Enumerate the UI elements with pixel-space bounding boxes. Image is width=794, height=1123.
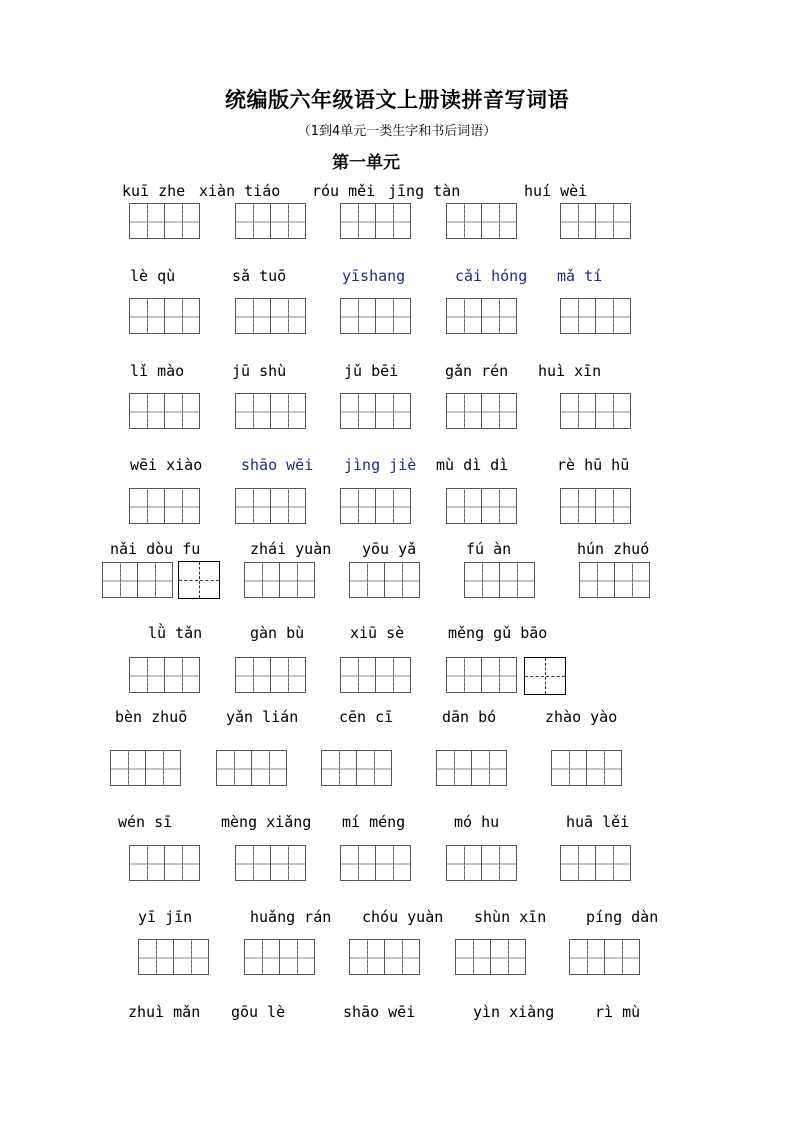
grid-cell [297, 939, 316, 975]
character-grid[interactable] [235, 657, 306, 693]
grid-cell [262, 939, 281, 975]
grid-cell [393, 393, 412, 429]
grid-cell [164, 845, 183, 881]
pinyin-label: xiàn tiáo [199, 182, 281, 200]
pinyin-label: kuī zhe [122, 182, 186, 200]
pinyin-label: rè hū hū [557, 456, 630, 474]
pinyin-label: lǐ mào [130, 362, 185, 380]
grid-cell [270, 393, 289, 429]
character-grid[interactable] [560, 298, 631, 334]
pinyin-label: gōu lè [231, 1003, 286, 1021]
character-grid[interactable] [446, 298, 517, 334]
grid-cell [270, 203, 289, 239]
grid-cell [464, 488, 483, 524]
pinyin-label: hún zhuó [577, 540, 650, 558]
grid-cell [147, 298, 166, 334]
character-grid[interactable] [235, 393, 306, 429]
character-grid[interactable] [464, 562, 535, 598]
pinyin-label: róu měi [312, 182, 376, 200]
character-grid[interactable] [129, 393, 200, 429]
grid-cell [595, 298, 614, 334]
pinyin-label: gàn bù [250, 624, 305, 642]
pinyin-label: cǎi hóng [455, 267, 528, 285]
character-grid[interactable] [446, 488, 517, 524]
grid-cell [560, 488, 579, 524]
pinyin-label: yīshang [342, 267, 406, 285]
grid-cell [358, 845, 377, 881]
grid-cell [569, 750, 588, 786]
grid-cell [481, 845, 500, 881]
pinyin-label: huí wèi [524, 182, 588, 200]
pinyin-label: nǎi dòu fu [110, 540, 201, 558]
grid-cell [340, 393, 359, 429]
pinyin-label: yī jīn [138, 908, 193, 926]
grid-cell [446, 657, 465, 693]
grid-cell [253, 203, 272, 239]
grid-cell [375, 488, 394, 524]
grid-cell [340, 488, 359, 524]
grid-cell [560, 845, 579, 881]
character-grid[interactable] [244, 562, 315, 598]
pinyin-label: sǎ tuō [232, 267, 287, 285]
grid-cell [156, 939, 175, 975]
grid-cell [147, 845, 166, 881]
grid-cell [595, 203, 614, 239]
grid-cell [455, 939, 474, 975]
grid-cell [595, 488, 614, 524]
grid-cell [499, 393, 518, 429]
grid-cell [288, 657, 307, 693]
grid-cell [182, 488, 201, 524]
grid-cell [297, 562, 316, 598]
grid-cell [288, 393, 307, 429]
character-grid[interactable] [110, 750, 181, 786]
pinyin-label: wén sī [118, 813, 173, 831]
grid-cell [138, 939, 157, 975]
grid-cell [614, 562, 633, 598]
grid-cell [578, 845, 597, 881]
pinyin-label: huì xīn [538, 362, 602, 380]
grid-cell [473, 939, 492, 975]
grid-cell [482, 562, 501, 598]
grid-cell [446, 845, 465, 881]
grid-cell [358, 203, 377, 239]
grid-cell [253, 393, 272, 429]
character-grid[interactable] [235, 845, 306, 881]
grid-cell [569, 939, 588, 975]
grid-cell [340, 657, 359, 693]
grid-cell [120, 562, 139, 598]
character-grid[interactable] [138, 939, 209, 975]
grid-cell [375, 203, 394, 239]
pinyin-label: rì mù [595, 1003, 641, 1021]
page-title: 统编版六年级语文上册读拼音写词语 [225, 87, 569, 112]
grid-cell [499, 298, 518, 334]
character-grid[interactable] [321, 750, 392, 786]
pinyin-label: měng gǔ bāo [448, 624, 548, 642]
character-grid[interactable] [216, 750, 287, 786]
grid-cell [358, 488, 377, 524]
character-grid[interactable] [244, 939, 315, 975]
grid-cell [234, 750, 253, 786]
grid-cell [446, 203, 465, 239]
grid-cell [481, 298, 500, 334]
grid-cell [147, 488, 166, 524]
grid-cell [622, 939, 641, 975]
character-grid[interactable] [579, 562, 650, 598]
character-grid[interactable] [436, 750, 507, 786]
grid-cell [402, 939, 421, 975]
grid-cell [235, 298, 254, 334]
grid-cell [110, 750, 129, 786]
grid-cell [587, 939, 606, 975]
grid-cell [358, 657, 377, 693]
character-grid[interactable] [235, 298, 306, 334]
grid-cell [235, 845, 254, 881]
grid-cell [164, 298, 183, 334]
grid-cell [499, 488, 518, 524]
grid-cell [145, 750, 164, 786]
grid-cell [288, 298, 307, 334]
grid-cell [499, 203, 518, 239]
grid-cell [481, 203, 500, 239]
character-grid[interactable] [340, 657, 411, 693]
unit-heading: 第一单元 [332, 153, 400, 173]
character-grid[interactable] [560, 203, 631, 239]
grid-cell [270, 488, 289, 524]
grid-cell [358, 393, 377, 429]
grid-cell [244, 562, 263, 598]
grid-cell [288, 488, 307, 524]
character-grid[interactable] [129, 203, 200, 239]
grid-cell [270, 845, 289, 881]
pinyin-label: shāo wēi [343, 1003, 416, 1021]
character-grid-box[interactable] [178, 561, 220, 599]
grid-cell [489, 750, 508, 786]
character-grid[interactable] [455, 939, 526, 975]
grid-cell [356, 750, 375, 786]
grid-cell [578, 488, 597, 524]
pinyin-label: huā lěi [566, 813, 630, 831]
character-grid[interactable] [446, 845, 517, 881]
grid-cell [604, 750, 623, 786]
grid-cell [402, 562, 421, 598]
pinyin-label: shùn xīn [474, 908, 547, 926]
pinyin-label: zhuì mǎn [128, 1003, 201, 1021]
pinyin-label: jīng tàn [388, 182, 461, 200]
grid-cell [251, 750, 270, 786]
grid-cell [471, 750, 490, 786]
grid-cell [216, 750, 235, 786]
grid-cell [270, 657, 289, 693]
grid-cell [253, 488, 272, 524]
grid-cell [339, 750, 358, 786]
grid-cell [490, 939, 509, 975]
grid-cell [173, 939, 192, 975]
grid-cell [262, 562, 281, 598]
grid-cell [288, 845, 307, 881]
grid-cell [253, 657, 272, 693]
grid-cell [147, 657, 166, 693]
grid-cell [481, 488, 500, 524]
character-grid[interactable] [349, 939, 420, 975]
pinyin-label: mèng xiǎng [221, 813, 312, 831]
character-grid[interactable] [560, 393, 631, 429]
grid-cell [182, 203, 201, 239]
grid-cell [321, 750, 340, 786]
pinyin-label: lǜ tǎn [148, 624, 203, 642]
grid-cell [129, 488, 148, 524]
pinyin-label: xiū sè [350, 624, 405, 642]
grid-cell [367, 562, 386, 598]
pinyin-label: mí méng [342, 813, 406, 831]
grid-cell [551, 750, 570, 786]
pinyin-label: mù dì dì [436, 456, 509, 474]
pinyin-label: zhào yào [545, 708, 618, 726]
grid-cell [375, 393, 394, 429]
grid-cell [164, 393, 183, 429]
grid-cell [384, 939, 403, 975]
pinyin-label: yōu yǎ [362, 540, 417, 558]
grid-cell [367, 939, 386, 975]
character-grid[interactable] [349, 562, 420, 598]
grid-cell [508, 939, 527, 975]
pinyin-label: cēn cī [339, 708, 394, 726]
grid-cell [464, 393, 483, 429]
character-grid[interactable] [129, 845, 200, 881]
grid-cell [129, 393, 148, 429]
character-grid-box[interactable] [524, 657, 566, 695]
grid-cell [182, 657, 201, 693]
pinyin-label: fú àn [466, 540, 512, 558]
grid-cell [393, 845, 412, 881]
grid-cell [137, 562, 156, 598]
character-grid[interactable] [235, 203, 306, 239]
grid-cell [235, 203, 254, 239]
grid-cell [269, 750, 288, 786]
grid-cell [436, 750, 455, 786]
pinyin-label: huǎng rán [250, 908, 332, 926]
grid-cell [270, 298, 289, 334]
grid-cell [182, 393, 201, 429]
grid-cell [586, 750, 605, 786]
grid-cell [374, 750, 393, 786]
grid-cell [147, 203, 166, 239]
grid-cell [375, 657, 394, 693]
grid-cell [128, 750, 147, 786]
pinyin-label: píng dàn [586, 908, 659, 926]
grid-cell [129, 845, 148, 881]
grid-cell [349, 562, 368, 598]
grid-cell [481, 657, 500, 693]
grid-cell [560, 203, 579, 239]
grid-cell [375, 298, 394, 334]
grid-cell [604, 939, 623, 975]
grid-cell [129, 657, 148, 693]
grid-cell [182, 298, 201, 334]
grid-cell [288, 203, 307, 239]
grid-cell [244, 939, 263, 975]
grid-cell [446, 298, 465, 334]
character-grid[interactable] [102, 562, 173, 598]
grid-cell [499, 562, 518, 598]
character-grid[interactable] [560, 488, 631, 524]
character-grid[interactable] [340, 488, 411, 524]
grid-cell [446, 393, 465, 429]
grid-cell [163, 750, 182, 786]
pinyin-label: mó hu [454, 813, 500, 831]
grid-cell [191, 939, 210, 975]
grid-cell [279, 562, 298, 598]
grid-cell [384, 562, 403, 598]
grid-cell [129, 203, 148, 239]
grid-cell [578, 203, 597, 239]
pinyin-label: bèn zhuō [115, 708, 188, 726]
grid-cell [613, 298, 632, 334]
grid-cell [164, 488, 183, 524]
character-grid[interactable] [340, 393, 411, 429]
pinyin-label: lè qù [130, 267, 176, 285]
grid-cell [464, 203, 483, 239]
character-grid[interactable] [129, 488, 200, 524]
grid-cell [595, 393, 614, 429]
pinyin-label: jǔ bēi [344, 362, 399, 380]
grid-cell [129, 298, 148, 334]
character-grid[interactable] [551, 750, 622, 786]
grid-cell [499, 657, 518, 693]
grid-cell [164, 657, 183, 693]
pinyin-label: shāo wēi [241, 456, 314, 474]
grid-cell [253, 298, 272, 334]
grid-cell [446, 488, 465, 524]
grid-cell [182, 845, 201, 881]
character-grid[interactable] [129, 298, 200, 334]
grid-cell [393, 657, 412, 693]
grid-cell [253, 845, 272, 881]
grid-cell [349, 939, 368, 975]
grid-cell [393, 298, 412, 334]
grid-cell [613, 203, 632, 239]
character-grid[interactable] [560, 845, 631, 881]
grid-cell [632, 562, 651, 598]
grid-cell [235, 393, 254, 429]
character-grid[interactable] [340, 203, 411, 239]
grid-cell [375, 845, 394, 881]
grid-cell [560, 393, 579, 429]
page-subtitle: （1到4单元一类生字和书后词语） [297, 124, 497, 139]
pinyin-label: yìn xiàng [473, 1003, 555, 1021]
grid-cell [340, 203, 359, 239]
grid-cell [481, 393, 500, 429]
grid-cell [578, 393, 597, 429]
grid-cell [499, 845, 518, 881]
pinyin-label: zhái yuàn [250, 540, 332, 558]
pinyin-label: jìng jiè [344, 456, 417, 474]
grid-cell [235, 488, 254, 524]
pinyin-label: wēi xiào [130, 456, 203, 474]
pinyin-label: mǎ tí [557, 267, 603, 285]
character-grid[interactable] [446, 203, 517, 239]
grid-cell [393, 203, 412, 239]
grid-cell [595, 845, 614, 881]
grid-cell [464, 845, 483, 881]
grid-cell [155, 562, 174, 598]
grid-cell [613, 845, 632, 881]
pinyin-label: gǎn rén [445, 362, 509, 380]
grid-cell [164, 203, 183, 239]
grid-cell [464, 562, 483, 598]
character-grid[interactable] [129, 657, 200, 693]
character-grid[interactable] [446, 657, 517, 693]
pinyin-label: dān bó [442, 708, 497, 726]
pinyin-label: chóu yuàn [362, 908, 444, 926]
grid-cell [102, 562, 121, 598]
grid-cell [597, 562, 616, 598]
pinyin-label: jū shù [232, 362, 287, 380]
grid-cell [393, 488, 412, 524]
grid-cell [147, 393, 166, 429]
grid-cell [517, 562, 536, 598]
grid-cell [358, 298, 377, 334]
character-grid[interactable] [569, 939, 640, 975]
grid-cell [279, 939, 298, 975]
grid-cell [464, 298, 483, 334]
grid-cell [340, 845, 359, 881]
grid-cell [579, 562, 598, 598]
character-grid[interactable] [340, 845, 411, 881]
character-grid[interactable] [235, 488, 306, 524]
grid-cell [613, 393, 632, 429]
grid-cell [560, 298, 579, 334]
grid-cell [613, 488, 632, 524]
character-grid[interactable] [446, 393, 517, 429]
grid-cell [578, 298, 597, 334]
grid-cell [464, 657, 483, 693]
grid-cell [340, 298, 359, 334]
grid-cell [454, 750, 473, 786]
grid-cell [235, 657, 254, 693]
pinyin-label: yǎn lián [226, 708, 299, 726]
character-grid[interactable] [340, 298, 411, 334]
